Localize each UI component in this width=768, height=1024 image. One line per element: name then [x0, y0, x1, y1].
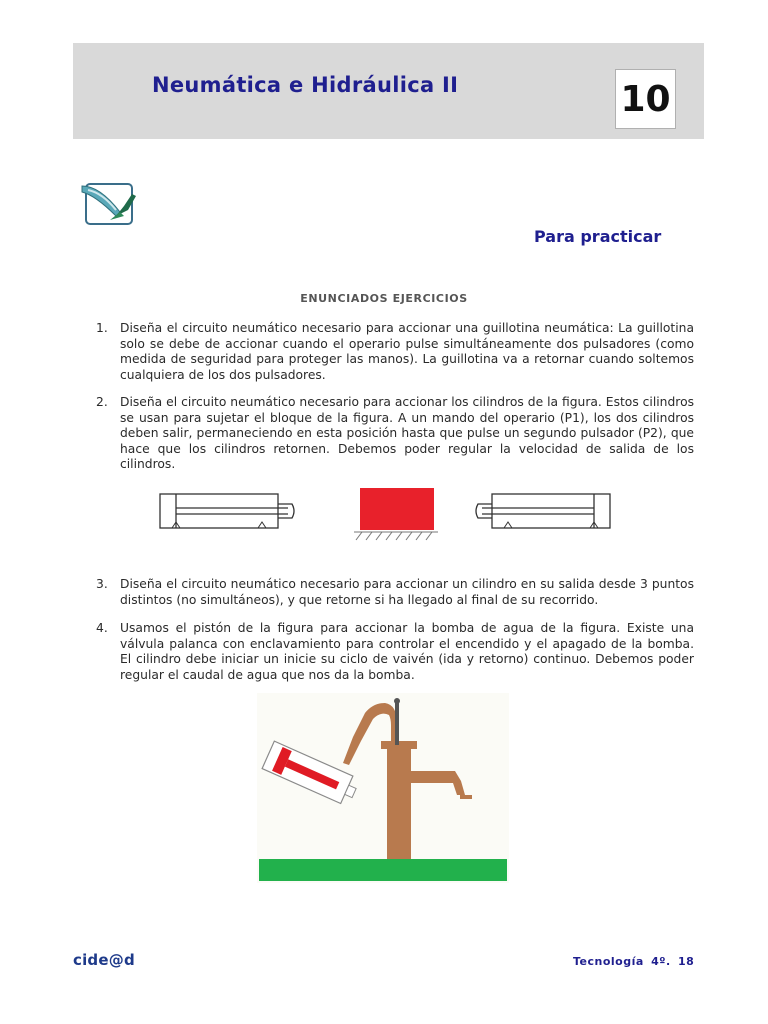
- exercise-number: 1.: [96, 321, 108, 335]
- exercise-number: 4.: [96, 621, 108, 635]
- exercise-text: Diseña el circuito neumático necesario para accionar una guillotina neumática: La guillotina solo se debe de accionar cuando el operario pulse simultáneamente dos pulsadores (como medida de seguridad para proteger las manos). La guillotina va a retornar cuando soltemos cualquiera de los dos pulsadores.: [120, 321, 694, 382]
- chapter-number-box: [615, 69, 676, 129]
- page-header: [73, 43, 704, 139]
- page-title: Neumática e Hidráulica II: [152, 73, 459, 97]
- exercise-item-4: [96, 621, 694, 683]
- red-block-icon: [354, 488, 438, 540]
- exercise-text: Diseña el circuito neumático necesario para accionar un cilindro en su salida desde 3 puntos distintos (no simultáneos), y que retorne si ha llegado al final de su recorrido.: [120, 577, 694, 607]
- exercise-item-2: [96, 395, 694, 473]
- page-footer-label: Tecnología 4º. 18: [573, 955, 695, 968]
- exercise-text: Diseña el circuito neumático necesario para accionar los cilindros de la figura. Estos cilindros se usan para sujetar el bloque de la figura. A un mando del operario (P1), los dos cilindros deben salir, permaneciendo en esta posición hasta que pulse un segundo pulsador (P2), que hace que los cilindros retornen. Debemos poder regular la velocidad de salida de los cilindros.: [120, 395, 694, 472]
- water-pump-figure: [257, 693, 509, 883]
- practice-heading: Para practicar: [534, 227, 662, 246]
- exercise-number: 2.: [96, 395, 108, 409]
- exercise-text: Usamos el pistón de la figura para accionar la bomba de agua de la figura. Existe una válvula palanca con enclavamiento para controlar el encendido y el apagado de la bomba. El cilindro debe iniciar un inicie su ciclo de vaivén (ida y retorno) continuo. Debemos poder regular el caudal de agua que nos da la bomba.: [120, 621, 694, 682]
- ground-icon: [259, 859, 507, 881]
- exercise-item-3: [96, 577, 694, 608]
- cylinders-clamping-figure: [150, 484, 620, 544]
- left-cylinder-icon: [160, 494, 294, 528]
- exercise-item-1: [96, 321, 694, 383]
- chapter-number: 10: [620, 78, 671, 120]
- pen-notebook-icon: [80, 180, 140, 228]
- exercise-number: 3.: [96, 577, 108, 591]
- exercises-title: ENUNCIADOS EJERCICIOS: [300, 292, 468, 305]
- right-cylinder-icon: [476, 494, 610, 528]
- cidead-logo: cide@d: [73, 951, 135, 969]
